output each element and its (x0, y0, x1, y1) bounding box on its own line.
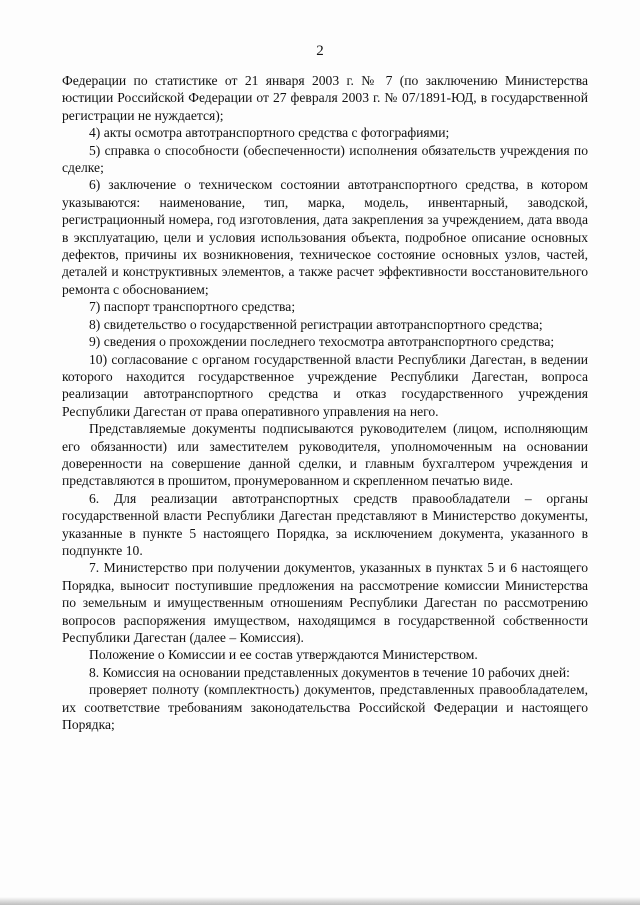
scan-bottom-edge (0, 897, 640, 905)
paragraph-commission-statute: Положение о Комиссии и ее состав утверждаются Министерством. (89, 647, 478, 663)
paragraph-item-7: 7) паспорт транспортного средства; (89, 299, 296, 315)
paragraph-continuation: Федерации по статистике от 21 января 2003 г. № 7 (по заключению Министерства юстиции Российской Федерации от 27 февраля 2003 г. № 07/1891-ЮД, в государственной регистрации не нуждается); (62, 73, 588, 123)
page-number: 2 (316, 43, 324, 59)
paragraph-item-5: 5) справка о способности (обеспеченности) исполнения обязательств учреждения по сделке; (62, 142, 588, 176)
document-body (62, 72, 588, 733)
paragraph-clause-6: 6. Для реализации автотранспортных средств правообладатели – органы государственной власти Республики Дагестан представляют в Министерство документы, указанные в пункте 5 настоящего Порядка, за исключением документа, указанного в подпункте 10. (62, 490, 588, 558)
paragraph-item-9: 9) сведения о прохождении последнего техосмотра автотранспортного средства; (89, 334, 555, 350)
paragraph-checks: проверяет полноту (комплектность) документов, представленных правообладателем, их соответствие требованиям законодательства Российской Федерации и настоящего Порядка; (62, 682, 588, 733)
paragraph-item-4: 4) акты осмотра автотранспортного средства с фотографиями; (89, 125, 450, 141)
paragraph-signatures: Представляемые документы подписываются руководителем (лицом, исполняющим его обязанности) или заместителем руководителя, уполномоченным на основании доверенности на совершение данной сделки, и главным бухгалтером учреждения и представляются в прошитом, пронумерованном и скрепленном печатью виде. (62, 421, 588, 489)
paragraph-item-8: 8) свидетельство о государственной регистрации автотранспортного средства; (89, 316, 543, 332)
paragraph-item-6: 6) заключение о техническом состоянии автотранспортного средства, в котором указываются: наименование, тип, марка, модель, инвентарный, заводской, регистрационный номера, год изготовления, дата закрепления за учреждением, дата ввода в эксплуатацию, цели и условия использования объекта, подробное описание основных дефектов, причины их возникновения, техническое состояние основных узлов, частей, деталей и конструктивных элементов, а также расчет эффективности восстановительного ремонта с обоснованием; (62, 177, 588, 297)
paragraph-item-10: 10) согласование с органом государственной власти Республики Дагестан, в ведении которого находится государственное учреждение Республики Дагестан, вопроса реализации автотранспортного средства и отказ государственного учреждения Республики Дагестан от права оперативного управления на него. (62, 351, 588, 419)
paragraph-clause-8: 8. Комиссия на основании представленных документов в течение 10 рабочих дней: (89, 664, 570, 680)
paragraph-clause-7: 7. Министерство при получении документов, указанных в пунктах 5 и 6 настоящего Порядка, выносит поступившие предложения на рассмотрение комиссии Министерства по земельным и имущественным отношениям Республики Дагестан по рассмотрению вопросов распоряжения имуществом, находящимся в государственной собственности Республики Дагестан (далее – Комиссия). (62, 560, 588, 645)
